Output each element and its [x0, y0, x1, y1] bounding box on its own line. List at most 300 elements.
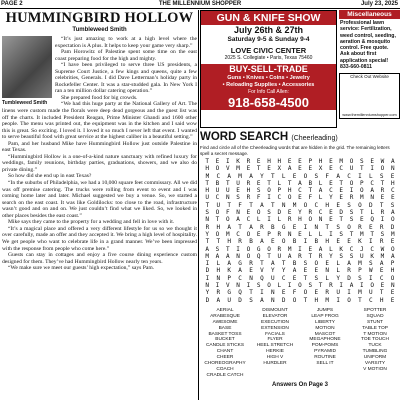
grid-letter: E	[390, 296, 395, 304]
grid-letter: Y	[260, 172, 264, 180]
grid-letter: D	[205, 267, 210, 275]
word-item: ROUTINE	[314, 355, 336, 361]
answers-note: Answers On Page 3	[271, 381, 329, 388]
grid-letter: M	[360, 194, 364, 202]
grid-letter: G	[256, 245, 261, 253]
grid-letter: E	[246, 165, 251, 173]
grid-letter: T	[281, 260, 286, 268]
gun-ad-headline: GUN & KNIFE SHOW	[201, 11, 336, 25]
grid-row	[200, 246, 400, 253]
grid-letter: N	[205, 282, 209, 290]
grid-letter: S	[249, 296, 253, 304]
grid-letter: U	[270, 274, 275, 282]
gun-ad-items-2: • Reloading Supplies • Accessories	[201, 82, 336, 89]
grid-letter: T	[249, 201, 253, 209]
grid-letter: E	[256, 179, 261, 187]
grid-letter: Y	[329, 252, 333, 260]
grid-letter: C	[379, 274, 384, 282]
word-list	[200, 308, 400, 379]
grid-letter: E	[360, 216, 364, 224]
grid-letter: O	[349, 158, 354, 165]
grid-letter: O	[380, 165, 385, 173]
grid-letter: A	[349, 282, 354, 290]
grid-letter: I	[236, 245, 240, 253]
grid-letter: N	[281, 201, 286, 209]
grid-letter: I	[368, 238, 373, 246]
grid-letter: G	[227, 289, 232, 297]
grid-letter: S	[390, 201, 395, 209]
grid-letter: X	[277, 165, 282, 173]
letter-grid	[200, 158, 400, 304]
header-rule	[0, 8, 400, 9]
word-item: HERKIE	[266, 349, 284, 355]
grid-row	[200, 194, 400, 201]
word-item: TUCK	[368, 343, 382, 349]
word-item: DISMOUNT	[262, 307, 288, 313]
word-item: MASCOT	[314, 331, 336, 337]
grid-letter: V	[225, 165, 230, 173]
grid-letter: H	[277, 158, 282, 165]
grid-letter: E	[368, 223, 373, 231]
grid-letter: C	[216, 172, 221, 180]
grid-letter: E	[267, 165, 271, 173]
grid-letter: I	[303, 223, 308, 231]
grid-letter: A	[287, 165, 292, 173]
grid-letter: I	[349, 187, 354, 195]
grid-letter: I	[368, 274, 373, 282]
grid-letter: O	[215, 209, 220, 217]
misc-heading: Miscellaneous	[339, 10, 400, 19]
grid-letter: O	[347, 296, 351, 304]
grid-letter: T	[205, 238, 210, 246]
grid-letter: D	[347, 274, 351, 282]
grid-row	[200, 165, 400, 172]
grid-letter: O	[303, 289, 308, 297]
grid-letter: A	[260, 201, 264, 209]
grid-letter: A	[390, 158, 395, 165]
word-item: ARABESQUE	[210, 313, 240, 319]
grid-letter: J	[360, 245, 364, 253]
grid-letter: M	[225, 230, 230, 238]
grid-letter: R	[308, 209, 313, 217]
grid-letter: R	[380, 187, 385, 195]
grid-letter: O	[267, 187, 271, 195]
grid-letter: E	[390, 172, 395, 180]
grid-letter: S	[339, 230, 344, 238]
grid-letter: S	[339, 252, 344, 260]
grid-letter: C	[370, 179, 374, 187]
grid-letter: U	[277, 252, 282, 260]
grid-letter: N	[249, 274, 253, 282]
grid-letter: S	[379, 172, 384, 180]
grid-letter: E	[329, 209, 333, 217]
grid-letter: O	[360, 187, 364, 195]
grid-letter: S	[368, 260, 373, 268]
article	[2, 10, 197, 400]
article-paragraph: “In the suburbs of Philadelphia, we had a 10,000 square feet commissary. All we did was off premise catering. The trucks were rolling from event to event and I was coming home later and later. Michael suggested we buy a venue. So, we started a search on the east coast. It was like Goldilocks: too close to the road, infrastructure wasn’t good and on and on. We just couldn’t find what we liked. So, we looked in other places besides the east coast.”	[2, 180, 197, 219]
grid-letter: T	[205, 201, 210, 209]
grid-letter: R	[347, 267, 351, 275]
grid-letter: T	[256, 165, 261, 173]
photo-caption: Tumbleweed Smith	[2, 100, 48, 106]
grid-letter: M	[339, 158, 344, 165]
grid-letter: A	[318, 187, 323, 195]
grid-letter: E	[329, 179, 333, 187]
article-paragraph: “We make sure we meet our guests’ high expectation,” says Pam.	[8, 265, 155, 272]
photo-spacer	[2, 36, 55, 106]
word-item: BASKET TOSS	[208, 331, 242, 337]
grid-letter: M	[236, 165, 240, 173]
grid-letter: H	[314, 296, 319, 304]
article-paragraph: Guests can stay in cottages and enjoy a five course dining experience custom designed for them. They’ve had Hummingbird Hollow nearly ten years.	[2, 252, 197, 265]
grid-letter: E	[336, 238, 340, 246]
grid-letter: E	[314, 267, 319, 275]
grid-letter: L	[216, 260, 221, 268]
grid-letter: B	[292, 238, 297, 246]
grid-letter: N	[390, 282, 395, 290]
grid-letter: N	[270, 296, 275, 304]
grid-letter: H	[287, 187, 292, 195]
grid-letter: E	[303, 267, 308, 275]
grid-letter: P	[227, 274, 232, 282]
grid-letter: E	[249, 267, 253, 275]
grid-letter: Q	[260, 274, 264, 282]
word-item: STUNT	[367, 319, 383, 325]
grid-letter: M	[205, 252, 209, 260]
grid-letter: P	[390, 260, 395, 268]
grid-letter: I	[215, 282, 220, 290]
grid-letter: O	[390, 245, 395, 253]
grid-letter: A	[347, 260, 351, 268]
article-paragraph: Pam, and her husband Mike have Hummingbird Hollow just outside Palestine in east Texas.	[2, 140, 197, 154]
grid-letter: H	[390, 267, 395, 275]
grid-letter: P	[360, 179, 364, 187]
gun-ad-address: 2025 S. Collegiate • Paris, Texas 75460	[224, 55, 313, 61]
grid-letter: E	[336, 201, 340, 209]
word-item: HURDLER	[263, 361, 287, 367]
grid-letter: E	[298, 194, 302, 202]
word-item: FACIALS	[265, 331, 285, 337]
grid-letter: E	[246, 209, 251, 217]
grid-letter: C	[238, 274, 242, 282]
page-header	[0, 0, 400, 8]
grid-letter: B	[270, 223, 275, 231]
grid-letter: T	[370, 230, 374, 238]
grid-row	[200, 297, 400, 304]
grid-row	[200, 282, 400, 289]
grid-letter: N	[270, 289, 275, 297]
word-item: MOTION	[315, 325, 335, 331]
word-item: TOE TOUCH	[361, 337, 389, 343]
grid-letter: C	[236, 230, 240, 238]
grid-letter: H	[205, 187, 209, 195]
grid-letter: L	[336, 260, 340, 268]
grid-letter: S	[308, 282, 313, 290]
grid-letter: S	[236, 194, 240, 202]
grid-letter: C	[215, 194, 220, 202]
grid-letter: O	[308, 216, 313, 224]
grid-letter: H	[298, 216, 302, 224]
grid-letter: A	[249, 223, 253, 231]
grid-letter: A	[298, 179, 302, 187]
grid-letter: T	[227, 201, 232, 209]
grid-letter: T	[270, 172, 275, 180]
grid-letter: L	[277, 216, 282, 224]
grid-letter: I	[347, 289, 351, 297]
grid-letter: Y	[336, 274, 340, 282]
grid-letter: I	[360, 282, 364, 290]
grid-letter: S	[256, 187, 261, 195]
grid-letter: S	[347, 201, 351, 209]
grid-letter: O	[390, 216, 395, 224]
grid-letter: C	[347, 172, 351, 180]
article-paragraph: Mike says they came to the property for a wedding and fell in love with it.	[8, 219, 175, 226]
grid-letter: M	[360, 230, 364, 238]
grid-letter: S	[360, 158, 364, 165]
grid-letter: O	[281, 238, 286, 246]
grid-letter: H	[379, 296, 384, 304]
grid-letter: U	[216, 201, 221, 209]
grid-letter: S	[349, 209, 354, 217]
grid-letter: M	[287, 245, 292, 253]
grid-letter: C	[368, 296, 373, 304]
grid-letter: T	[238, 223, 242, 231]
grid-letter: X	[318, 165, 323, 173]
grid-letter: L	[277, 282, 282, 290]
grid-letter: C	[339, 165, 344, 173]
grid-letter: N	[205, 216, 209, 224]
word-item: CANDLE STICKS	[205, 343, 245, 349]
grid-letter: U	[205, 194, 209, 202]
word-item: SPOTTER	[363, 307, 387, 313]
grid-letter: S	[380, 230, 385, 238]
grid-letter: S	[358, 274, 362, 282]
grid-letter: A	[236, 216, 240, 224]
grid-letter: F	[325, 172, 330, 180]
word-item: CRADLE CATCH	[206, 372, 244, 378]
grid-letter: Y	[329, 194, 333, 202]
grid-letter: T	[339, 179, 344, 187]
grid-letter: R	[238, 238, 242, 246]
grid-letter: A	[390, 209, 395, 217]
grid-letter: E	[281, 289, 286, 297]
grid-letter: R	[379, 223, 384, 231]
grid-letter: G	[238, 260, 242, 268]
grid-letter: N	[287, 230, 292, 238]
grid-letter: S	[349, 216, 354, 224]
grid-letter: E	[256, 158, 261, 165]
grid-letter: L	[308, 230, 313, 238]
grid-letter: I	[303, 238, 308, 246]
grid-letter: U	[236, 179, 240, 187]
grid-letter: E	[380, 194, 385, 202]
grid-row	[200, 216, 400, 223]
grid-row	[200, 289, 400, 296]
article-paragraph: “We had this huge party at the National Gallery of Art. The linens were custom made the florals were deep dead gorgeous and the guest list was off the charts. It included President Reagan, Prime Minister Ghandi and 1600 other people. The menu was printed out, the equipment was in the kitchen and I said wow this is great. So exciting. I loved it. I loved it so much I never left that event. I wanted to serve beautiful food with great service at the highest caliber in a beautiful setting.”	[2, 101, 197, 141]
grid-letter: C	[277, 194, 282, 202]
word-item: CHANT	[216, 349, 234, 355]
grid-letter: O	[256, 209, 261, 217]
gun-ad-items-1: Guns • Knives • Coins • Jewelry	[201, 75, 336, 82]
website-url[interactable]: www.themillenniumshopper.com	[342, 113, 397, 118]
grid-letter: R	[249, 260, 253, 268]
grid-letter: L	[318, 179, 323, 187]
word-item: TUMBLING	[362, 349, 388, 355]
grid-letter: M	[325, 296, 330, 304]
grid-letter: N	[216, 274, 221, 282]
grid-letter: M	[358, 289, 362, 297]
grid-letter: O	[349, 179, 354, 187]
grid-letter: E	[329, 158, 333, 165]
grid-letter: R	[318, 252, 323, 260]
grid-letter: F	[256, 194, 261, 202]
article-paragraph: “It’s a magical place and offered a very different lifestyle for us so we thought it over carefully, made an offer and they accepted it. We bring a high level of hospitality. We get people who want to celebrate life in a grand manner. We’ve been impressed with the response from people who come here.”	[2, 225, 197, 252]
word-item: SQUAD	[366, 313, 384, 319]
grid-letter: Y	[205, 230, 209, 238]
grid-letter: L	[325, 274, 330, 282]
grid-letter: L	[318, 194, 323, 202]
grid-letter: O	[225, 216, 230, 224]
article-paragraph: “I have been privileged to serve three US presidents, a Supreme Court Justice, a few kings and queens, quite a few celebrities, Generals. I did Dave Letterman’s holiday party in Rockefeller Center. It was a star-studded gala. In New York I ran a ten million dollar catering operation.”	[55, 62, 197, 95]
grid-letter: V	[225, 282, 230, 290]
paper-name: THE MILLENNIUM SHOPPER	[158, 1, 242, 7]
grid-row	[200, 275, 400, 282]
grid-letter: E	[236, 187, 240, 195]
grid-letter: T	[270, 201, 275, 209]
grid-letter: N	[390, 165, 395, 173]
gun-ad-bsr: BUY-SELL-TRADE	[201, 64, 336, 75]
grid-letter: A	[216, 296, 221, 304]
article-paragraph: “Hummingbird Hollow is a one-of-a-kind nature sanctuary with refined luxury for weddings, family reunions, birthday parties, graduations, showers, and we also do private dining.”	[2, 153, 197, 173]
grid-letter: A	[227, 223, 232, 231]
article-paragraph: She prepared food for big crowds.	[61, 94, 138, 101]
grid-letter: L	[329, 245, 333, 253]
grid-letter: I	[267, 194, 271, 202]
word-item: FLYER	[267, 337, 283, 343]
grid-letter: L	[318, 230, 323, 238]
grid-letter: O	[298, 282, 302, 290]
grid-letter: R	[379, 238, 384, 246]
grid-letter: T	[308, 252, 313, 260]
grid-letter: O	[390, 274, 395, 282]
grid-letter: O	[215, 165, 220, 173]
grid-letter: R	[246, 179, 251, 187]
grid-letter: T	[205, 158, 209, 165]
grid-letter: M	[238, 172, 242, 180]
gun-ad-phone: 918-658-4500	[201, 95, 336, 110]
grid-letter: E	[292, 274, 297, 282]
grid-letter: N	[236, 252, 240, 260]
grid-letter: C	[349, 245, 354, 253]
grid-letter: W	[368, 267, 373, 275]
word-item: BUCKET	[215, 337, 235, 343]
word-item: CHEER	[216, 355, 234, 361]
grid-letter: U	[349, 165, 354, 173]
grid-letter: A	[287, 252, 292, 260]
grid-letter: E	[308, 245, 313, 253]
word-item: LIBERTY	[315, 319, 335, 325]
grid-letter: O	[303, 172, 308, 180]
grid-row	[200, 224, 400, 231]
grid-letter: E	[339, 194, 344, 202]
grid-letter: D	[281, 296, 286, 304]
grid-letter: N	[318, 216, 323, 224]
grid-letter: U	[215, 187, 220, 195]
grid-letter: U	[368, 289, 373, 297]
grid-letter: Q	[256, 252, 261, 260]
grid-letter: I	[298, 245, 302, 253]
grid-letter: S	[303, 260, 308, 268]
grid-row	[200, 202, 400, 209]
grid-letter: A	[260, 296, 264, 304]
grid-letter: Y	[270, 267, 275, 275]
grid-row	[200, 180, 400, 187]
grid-letter: O	[246, 252, 251, 260]
grid-letter: P	[308, 158, 313, 165]
word-item: AERIAL	[216, 307, 234, 313]
grid-letter: D	[339, 209, 344, 217]
grid-row	[200, 209, 400, 216]
grid-letter: T	[325, 223, 330, 231]
grid-letter: N	[236, 282, 240, 290]
article-paragraph: Pam Horowitz of Palestine spent some time on the east coast preparing food for the high and mighty.	[55, 49, 197, 62]
grid-letter: I	[336, 296, 340, 304]
grid-letter: L	[336, 267, 340, 275]
grid-letter: E	[287, 209, 292, 217]
gun-show-ad	[200, 10, 337, 128]
grid-letter: T	[379, 201, 384, 209]
website-ad-title: Check Out Website	[350, 74, 389, 80]
grid-letter: L	[277, 179, 282, 187]
grid-letter: S	[256, 282, 261, 290]
grid-letter: T	[260, 260, 264, 268]
grid-letter: E	[370, 158, 374, 165]
grid-letter: H	[318, 158, 323, 165]
grid-letter: S	[336, 223, 340, 231]
grid-letter: C	[281, 274, 286, 282]
grid-letter: K	[339, 245, 344, 253]
word-search	[200, 131, 400, 400]
grid-letter: E	[215, 158, 220, 165]
grid-letter: E	[390, 194, 395, 202]
grid-letter: D	[205, 296, 210, 304]
grid-letter: A	[260, 238, 264, 246]
grid-letter: U	[225, 187, 230, 195]
grid-row	[200, 253, 400, 260]
grid-letter: A	[225, 252, 230, 260]
grid-letter: H	[246, 187, 251, 195]
grid-letter: G	[281, 223, 286, 231]
grid-letter: I	[205, 260, 210, 268]
grid-letter: N	[314, 223, 319, 231]
grid-letter: I	[370, 165, 374, 173]
grid-letter: T	[360, 165, 364, 173]
grid-letter: N	[225, 194, 230, 202]
grid-letter: A	[227, 260, 232, 268]
grid-letter: O	[287, 194, 292, 202]
grid-letter: A	[390, 252, 395, 260]
grid-letter: R	[277, 230, 282, 238]
article-title: HUMMINGBIRD HOLLOW	[5, 10, 194, 26]
word-item: EXTENSION	[261, 325, 289, 331]
grid-letter: R	[277, 245, 282, 253]
grid-letter: T	[216, 238, 221, 246]
grid-letter: O	[246, 230, 251, 238]
word-item: ELEVATOR	[262, 313, 288, 319]
grid-letter: M	[358, 260, 362, 268]
word-item: CHOREOGRAPHY	[204, 361, 246, 367]
grid-letter: V	[260, 267, 264, 275]
